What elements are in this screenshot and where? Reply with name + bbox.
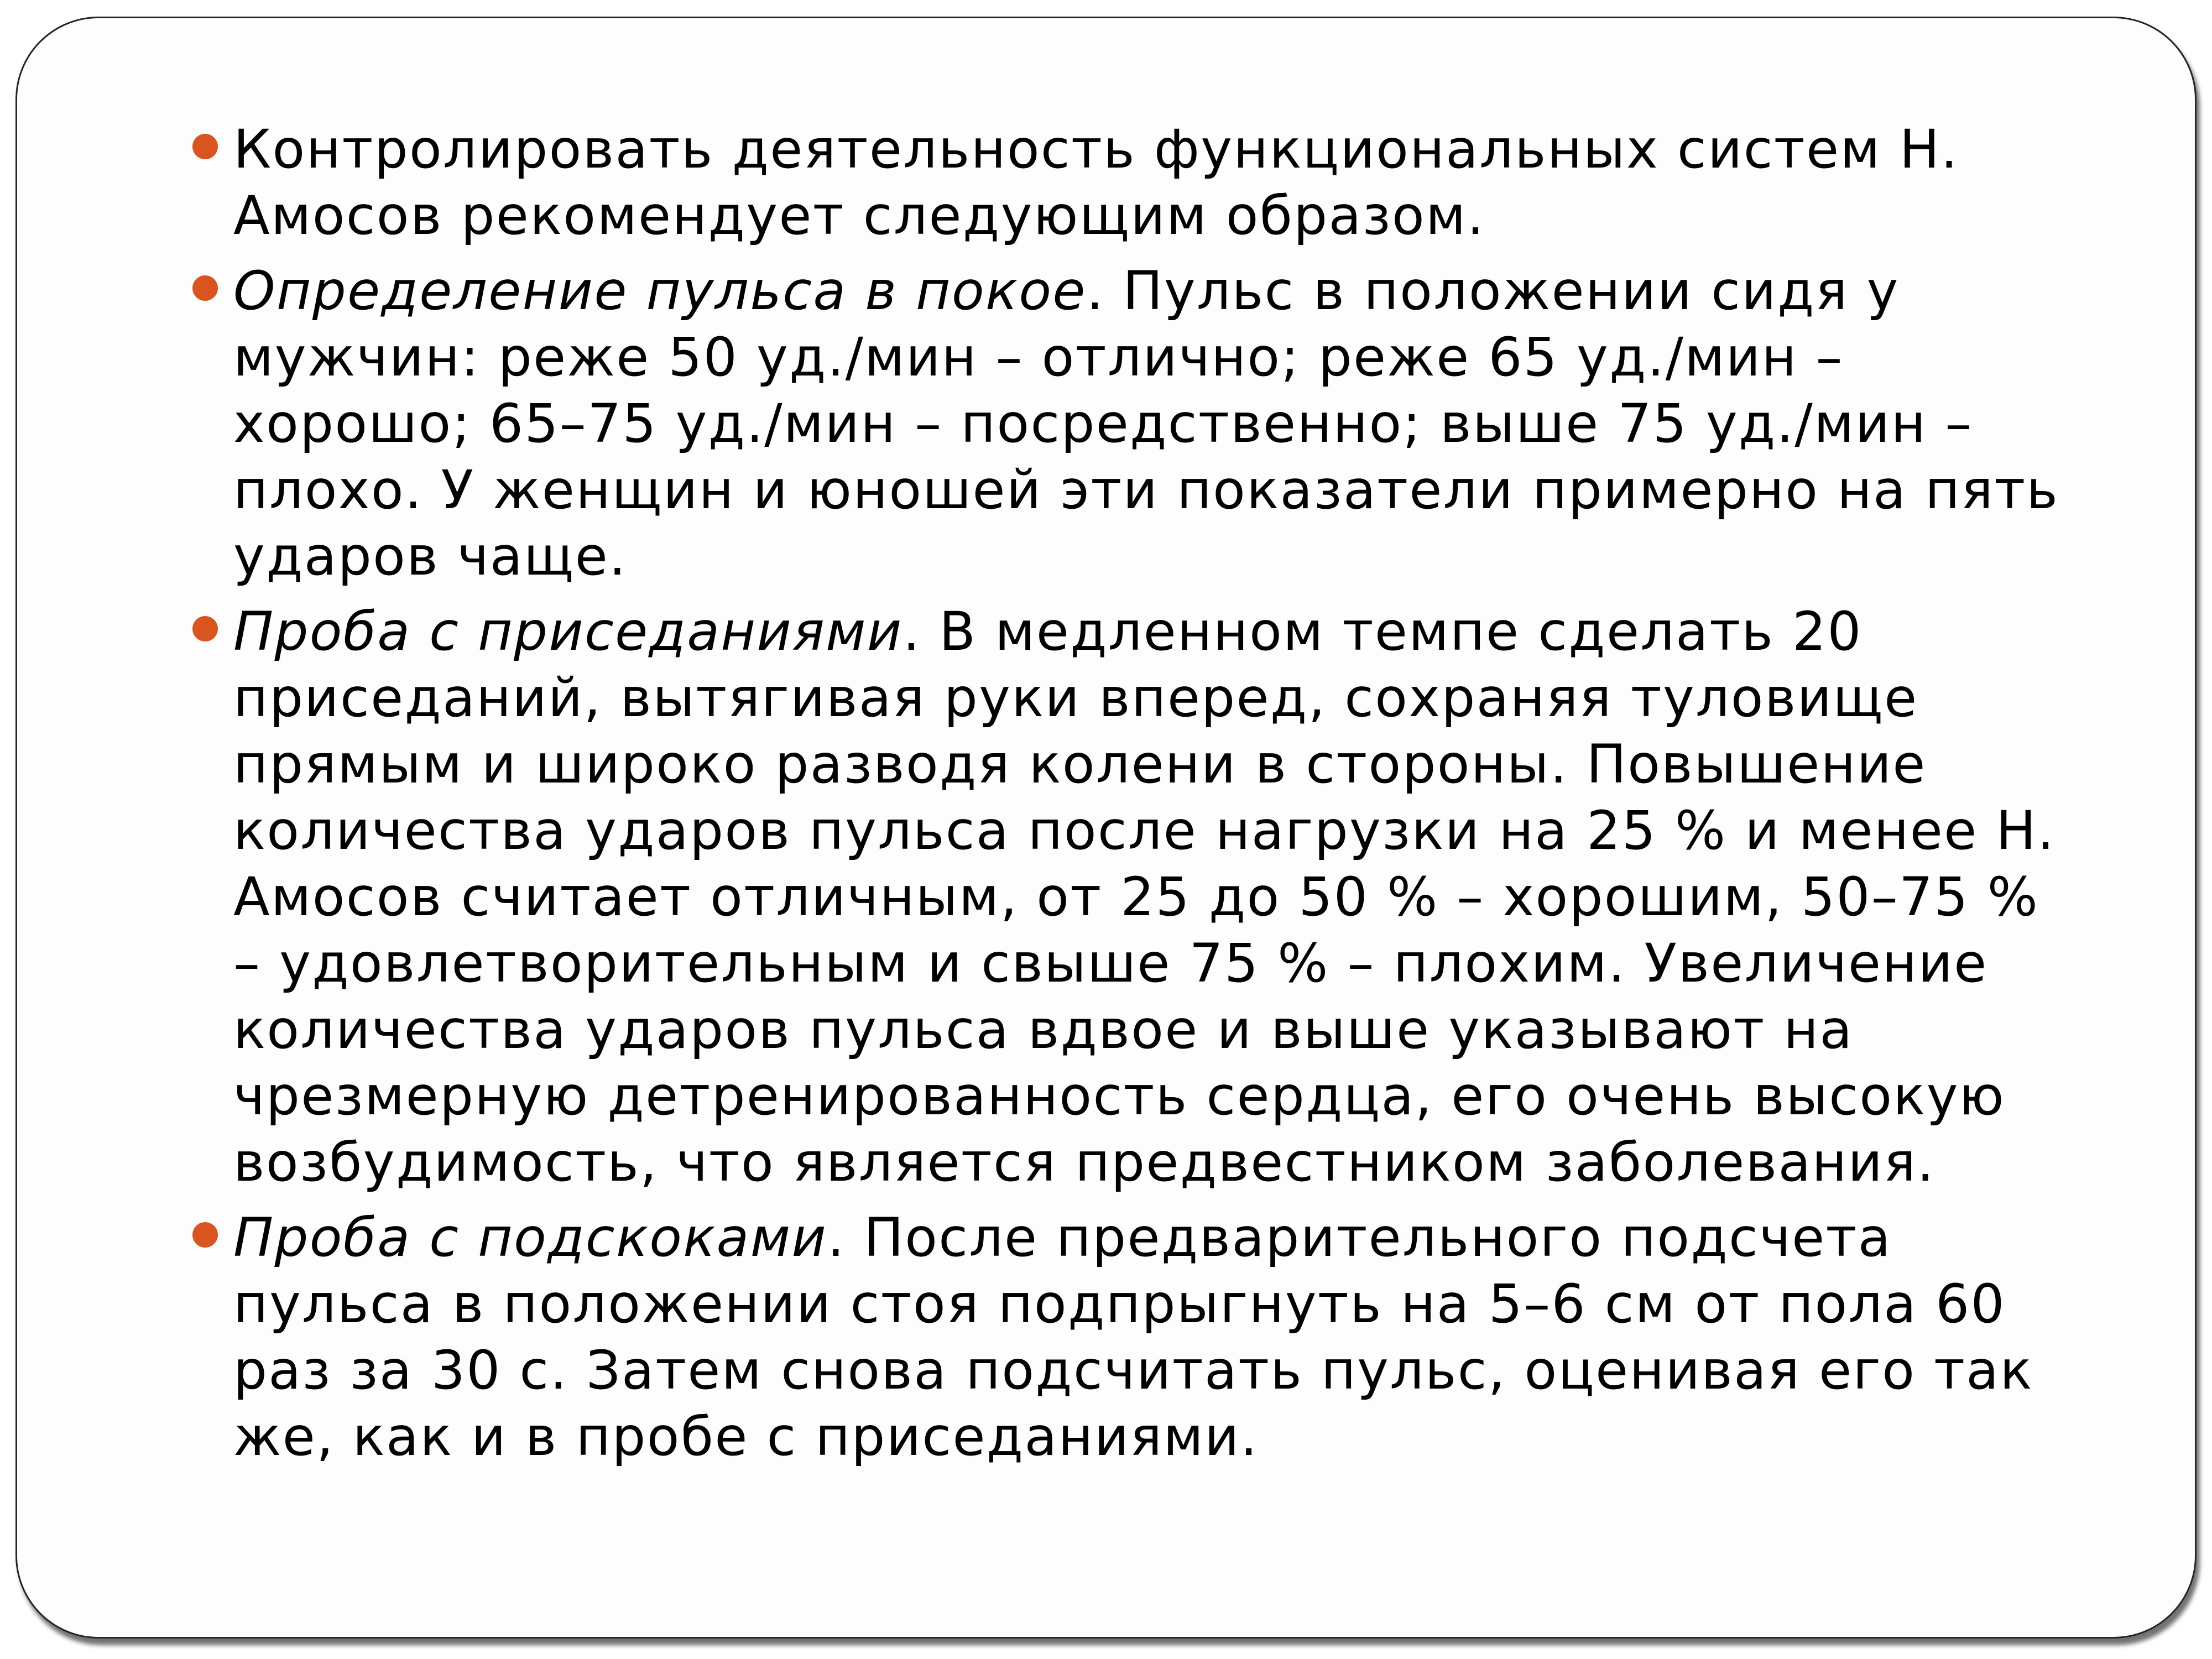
bullet-list <box>192 116 2084 1479</box>
list-item <box>192 598 2084 1196</box>
list-item <box>192 1204 2084 1470</box>
item-text: Контролировать деятельность функциональных систем Н. Амосов рекомендует следующим образом. <box>233 118 1959 247</box>
list-item <box>192 258 2084 589</box>
list-item <box>192 116 2084 249</box>
item-text: . В медленном темпе сделать 20 приседаний, вытягивая руки вперед, сохраняя туловище прямым и широко разводя колени в стороны. Повышение количества ударов пульса после нагрузки на 25 % и менее Н. Амосов считает отличным, от 25 до 50 % – хорошим, 50–75 % – удовлетворительным и свыше 75 % – плохим. Увеличение количества ударов пульса вдвое и выше указывают на чрезмерную детренированность сердца, его очень высокую возбудимость, что является предвестником заболевания. <box>233 601 2056 1193</box>
bullet-dot-icon <box>192 616 218 641</box>
item-text: . Пульс в положении сидя у мужчин: реже 50 уд./мин – отлично; реже 65 уд./мин – хорошо; 65–75 уд./мин – посредственно; выше 75 уд./мин – плохо. У женщин и юношей эти показатели примерно на пять ударов чаще. <box>233 260 2059 587</box>
bullet-dot-icon <box>192 134 218 159</box>
item-text: . После предварительного подсчета пульса в положении стоя подпрыгнуть на 5–6 см от пола 60 раз за 30 с. Затем снова подсчитать пульс, оценивая его так же, как и в пробе с приседаниями. <box>233 1207 2033 1468</box>
bullet-dot-icon <box>192 1222 218 1248</box>
item-lead: Проба с подскоками <box>233 1207 828 1269</box>
item-lead: Определение пульса в покое <box>233 260 1087 322</box>
bullet-dot-icon <box>192 275 218 301</box>
item-lead: Проба с приседаниями <box>233 601 903 662</box>
